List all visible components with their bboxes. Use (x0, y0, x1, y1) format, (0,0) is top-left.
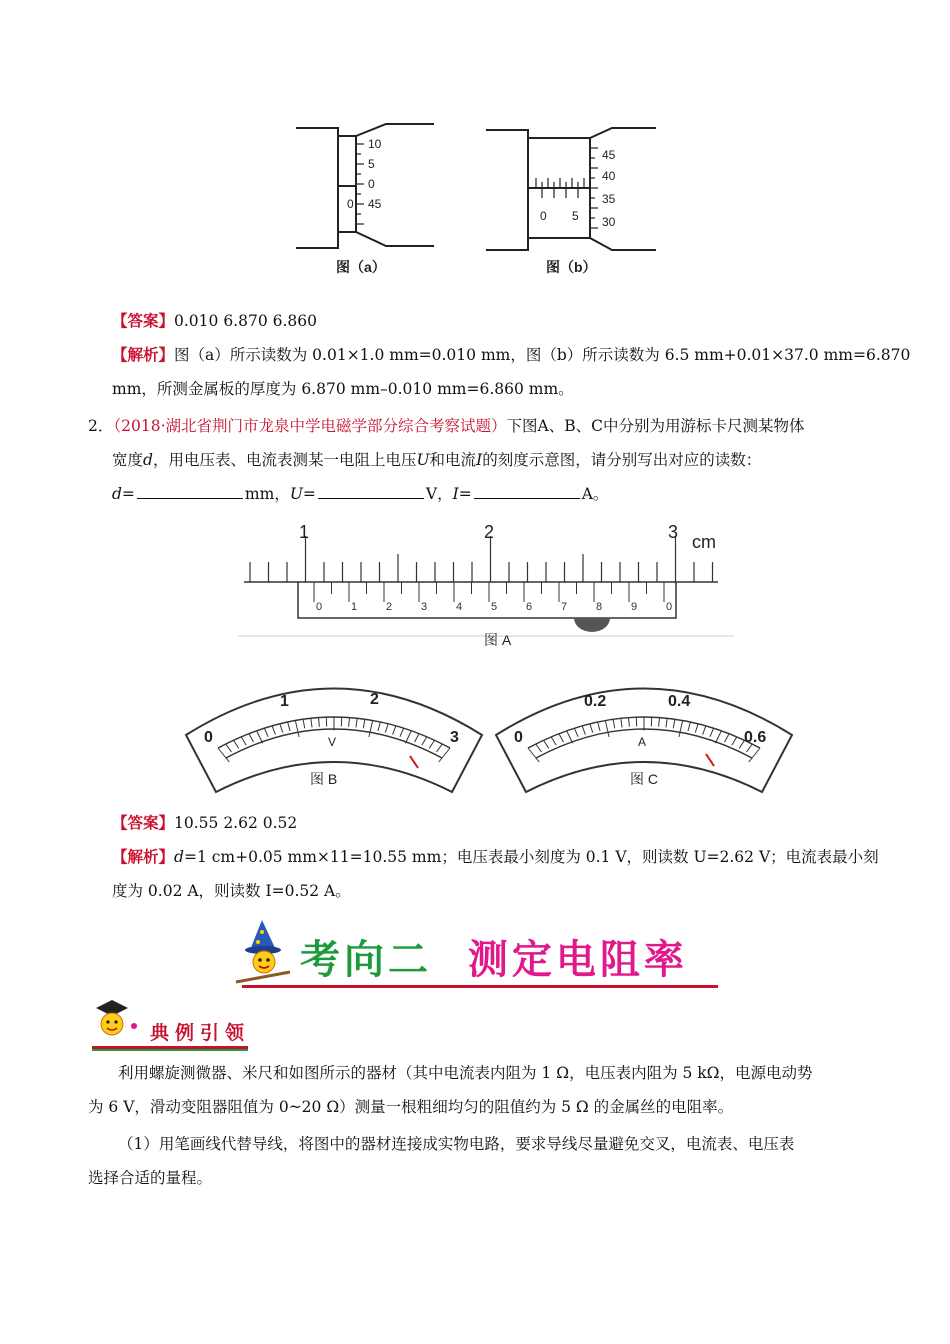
meter-tick (673, 719, 675, 728)
a-zero-label: 0 (347, 197, 354, 211)
section-title: 考向二 测定电阻率 (300, 937, 688, 983)
ammeter-0.6: 0.6 (744, 729, 767, 746)
q1-analysis-1: 【解析】图（a）所示读数为 0.01×1.0 mm=0.010 mm，图（b）所示读数为 6.5 mm+0.01×37.0 mm=6.870 (112, 345, 911, 364)
example-line-3: （1）用笔画线代替导线，将图中的器材连接成实物电路，要求导线尽量避免交叉，电流表、电压表 (118, 1135, 795, 1153)
meter-tick (659, 718, 660, 727)
meter-tick (715, 731, 721, 743)
a-tick-5: 5 (368, 157, 375, 171)
a-tick-45: 45 (368, 197, 382, 211)
meter-tick (385, 724, 388, 733)
caliper-vernier-label: 2 (386, 601, 393, 613)
caption-a: 图（a） (336, 259, 386, 275)
q2-stem-1: 2．（2018·湖北省荆门市龙泉中学电磁学部分综合考察试题）下图A、B、C中分别为用游标卡尺测某物体 (88, 417, 805, 435)
meter-tick (257, 731, 263, 743)
ammeter-0.4: 0.4 (668, 693, 691, 710)
ammeter-unit: A (638, 735, 647, 749)
meter-tick (422, 737, 427, 745)
caption-b: 图（b） (546, 259, 597, 275)
example-line-1: 利用螺旋测微器、米尺和如图所示的器材（其中电流表内阻为 1 Ω，电压表内阻为 5 kΩ，电源电动势 (118, 1064, 813, 1082)
caliper-main-1: 1 (299, 522, 310, 542)
meter-tick (378, 722, 380, 731)
q2-analysis-1: 【解析】d=1 cm+0.05 mm×11=10.55 mm；电压表最小刻度为 0.1 V，则读数 U=2.62 V；电流表最小刻 (112, 847, 879, 866)
q1-answer (112, 310, 317, 332)
caliper-vernier-label: 6 (526, 601, 533, 613)
b-main-0: 0 (540, 209, 547, 223)
caliper-vernier-label: 3 (421, 601, 428, 613)
meter-tick (528, 748, 539, 762)
meter-tick (688, 722, 690, 731)
meter-tick (226, 744, 232, 752)
voltmeter-figure (182, 680, 487, 798)
caliper-main-2: 2 (484, 522, 495, 542)
wizard-mascot-icon (232, 916, 296, 986)
b-tick-40: 40 (602, 169, 616, 183)
meter-tick (559, 734, 564, 742)
b-tick-45: 45 (602, 148, 616, 162)
example-line-4: 选择合适的量程。 (88, 1169, 213, 1187)
example-underline-green (92, 1049, 248, 1051)
caption-A: 图 A (484, 632, 512, 648)
b-tick-35: 35 (602, 192, 616, 206)
meter-tick (264, 728, 268, 737)
b-tick-30: 30 (602, 215, 616, 229)
analysis-tag: 【解析】 (112, 345, 175, 364)
meter-tick (567, 731, 573, 743)
meter-tick (429, 740, 434, 748)
meter-tick (319, 718, 320, 727)
voltmeter-unit: V (328, 735, 337, 749)
meter-tick (349, 718, 350, 727)
meter-tick (249, 734, 254, 742)
example-title: 典例引领 (150, 1022, 251, 1044)
voltmeter-3: 3 (450, 729, 459, 746)
q1-analysis-2: mm，所测金属板的厚度为 6.870 mm–0.010 mm=6.860 mm。 (112, 380, 574, 398)
meter-tick (613, 719, 615, 728)
meter-tick (732, 737, 737, 745)
caliper-vernier-label: 5 (491, 601, 498, 613)
question-source: （2018·湖北省荆门市龙泉中学电磁学部分综合考察试题） (113, 417, 507, 435)
ammeter-0: 0 (514, 729, 523, 746)
q2-analysis-2: 度为 0.02 A，则读数 I=0.52 A。 (112, 882, 351, 900)
meter-tick (605, 720, 609, 736)
caliper-vernier-label: 7 (561, 601, 568, 613)
caliper-vernier-label: 1 (351, 601, 358, 613)
b-main-5: 5 (572, 209, 579, 223)
meter-tick (393, 726, 396, 735)
ammeter-figure (492, 680, 797, 798)
meter-tick (288, 722, 290, 731)
q2-answer: 【答案】10.55 2.62 0.52 (112, 813, 298, 832)
meter-tick (295, 720, 299, 736)
meter-tick (218, 748, 229, 762)
question-number: 2． (88, 417, 114, 435)
meter-tick (749, 748, 760, 762)
meter-tick (666, 718, 667, 727)
meter-tick (303, 719, 305, 728)
meter-tick (437, 744, 443, 752)
meter-tick (725, 734, 730, 742)
meter-tick (233, 740, 238, 748)
blank-d[interactable] (137, 483, 243, 499)
meter-tick (621, 718, 622, 727)
micrometer-figure (290, 120, 670, 285)
meter-tick (415, 734, 420, 742)
voltmeter-1: 1 (280, 693, 289, 710)
meter-tick (405, 731, 411, 743)
vernier-caliper-figure (238, 516, 738, 652)
caliper-vernier-label: 0 (316, 601, 323, 613)
meter-tick (703, 726, 706, 735)
voltmeter-0: 0 (204, 729, 213, 746)
caption-C: 图 C (630, 771, 658, 787)
blank-I[interactable] (474, 483, 580, 499)
meter-tick (280, 724, 283, 733)
blank-U[interactable] (318, 483, 424, 499)
section-underline (242, 985, 718, 988)
meter-tick (543, 740, 548, 748)
meter-tick (439, 748, 450, 762)
meter-tick (272, 726, 275, 735)
a-tick-10: 10 (368, 137, 382, 151)
answer-text: 0.010 6.870 6.860 (174, 312, 317, 330)
q2-stem-2: 宽度d，用电压表、电流表测某一电阻上电压U和电流I的刻度示意图，请分别写出对应的读数： (112, 451, 762, 469)
meter-tick (311, 718, 312, 727)
ammeter-0.2: 0.2 (584, 693, 607, 710)
example-line-2: 为 6 V，滑动变阻器阻值为 0~20 Ω）测量一根粗细均匀的阻值约为 5 Ω 的金属丝的电阻率。 (88, 1098, 734, 1116)
answer-tag: 【答案】 (112, 311, 175, 330)
meter-tick (363, 719, 365, 728)
meter-tick (369, 720, 373, 736)
caliper-main-3: 3 (668, 522, 679, 542)
caption-B: 图 B (310, 771, 338, 787)
meter-tick (551, 737, 556, 745)
meter-tick (695, 724, 698, 733)
q2-fill-line: d= mm，U= V，I= A。 (112, 485, 609, 503)
voltmeter-2: 2 (370, 691, 379, 708)
meter-tick (710, 728, 714, 737)
meter-tick (536, 744, 542, 752)
meter-tick (590, 724, 593, 733)
caliper-vernier-label: 0 (666, 601, 673, 613)
graduate-mascot-icon (84, 996, 144, 1052)
caliper-vernier-label: 9 (631, 601, 638, 613)
caliper-vernier-label: 4 (456, 601, 463, 613)
meter-tick (574, 728, 578, 737)
caliper-unit: cm (692, 532, 716, 552)
meter-tick (356, 718, 357, 727)
meter-tick (629, 718, 630, 727)
meter-tick (679, 720, 683, 736)
a-tick-0: 0 (368, 177, 375, 191)
meter-tick (241, 737, 246, 745)
meter-tick (598, 722, 600, 731)
meter-tick (582, 726, 585, 735)
caliper-vernier-label: 8 (596, 601, 603, 613)
meter-tick (400, 728, 404, 737)
